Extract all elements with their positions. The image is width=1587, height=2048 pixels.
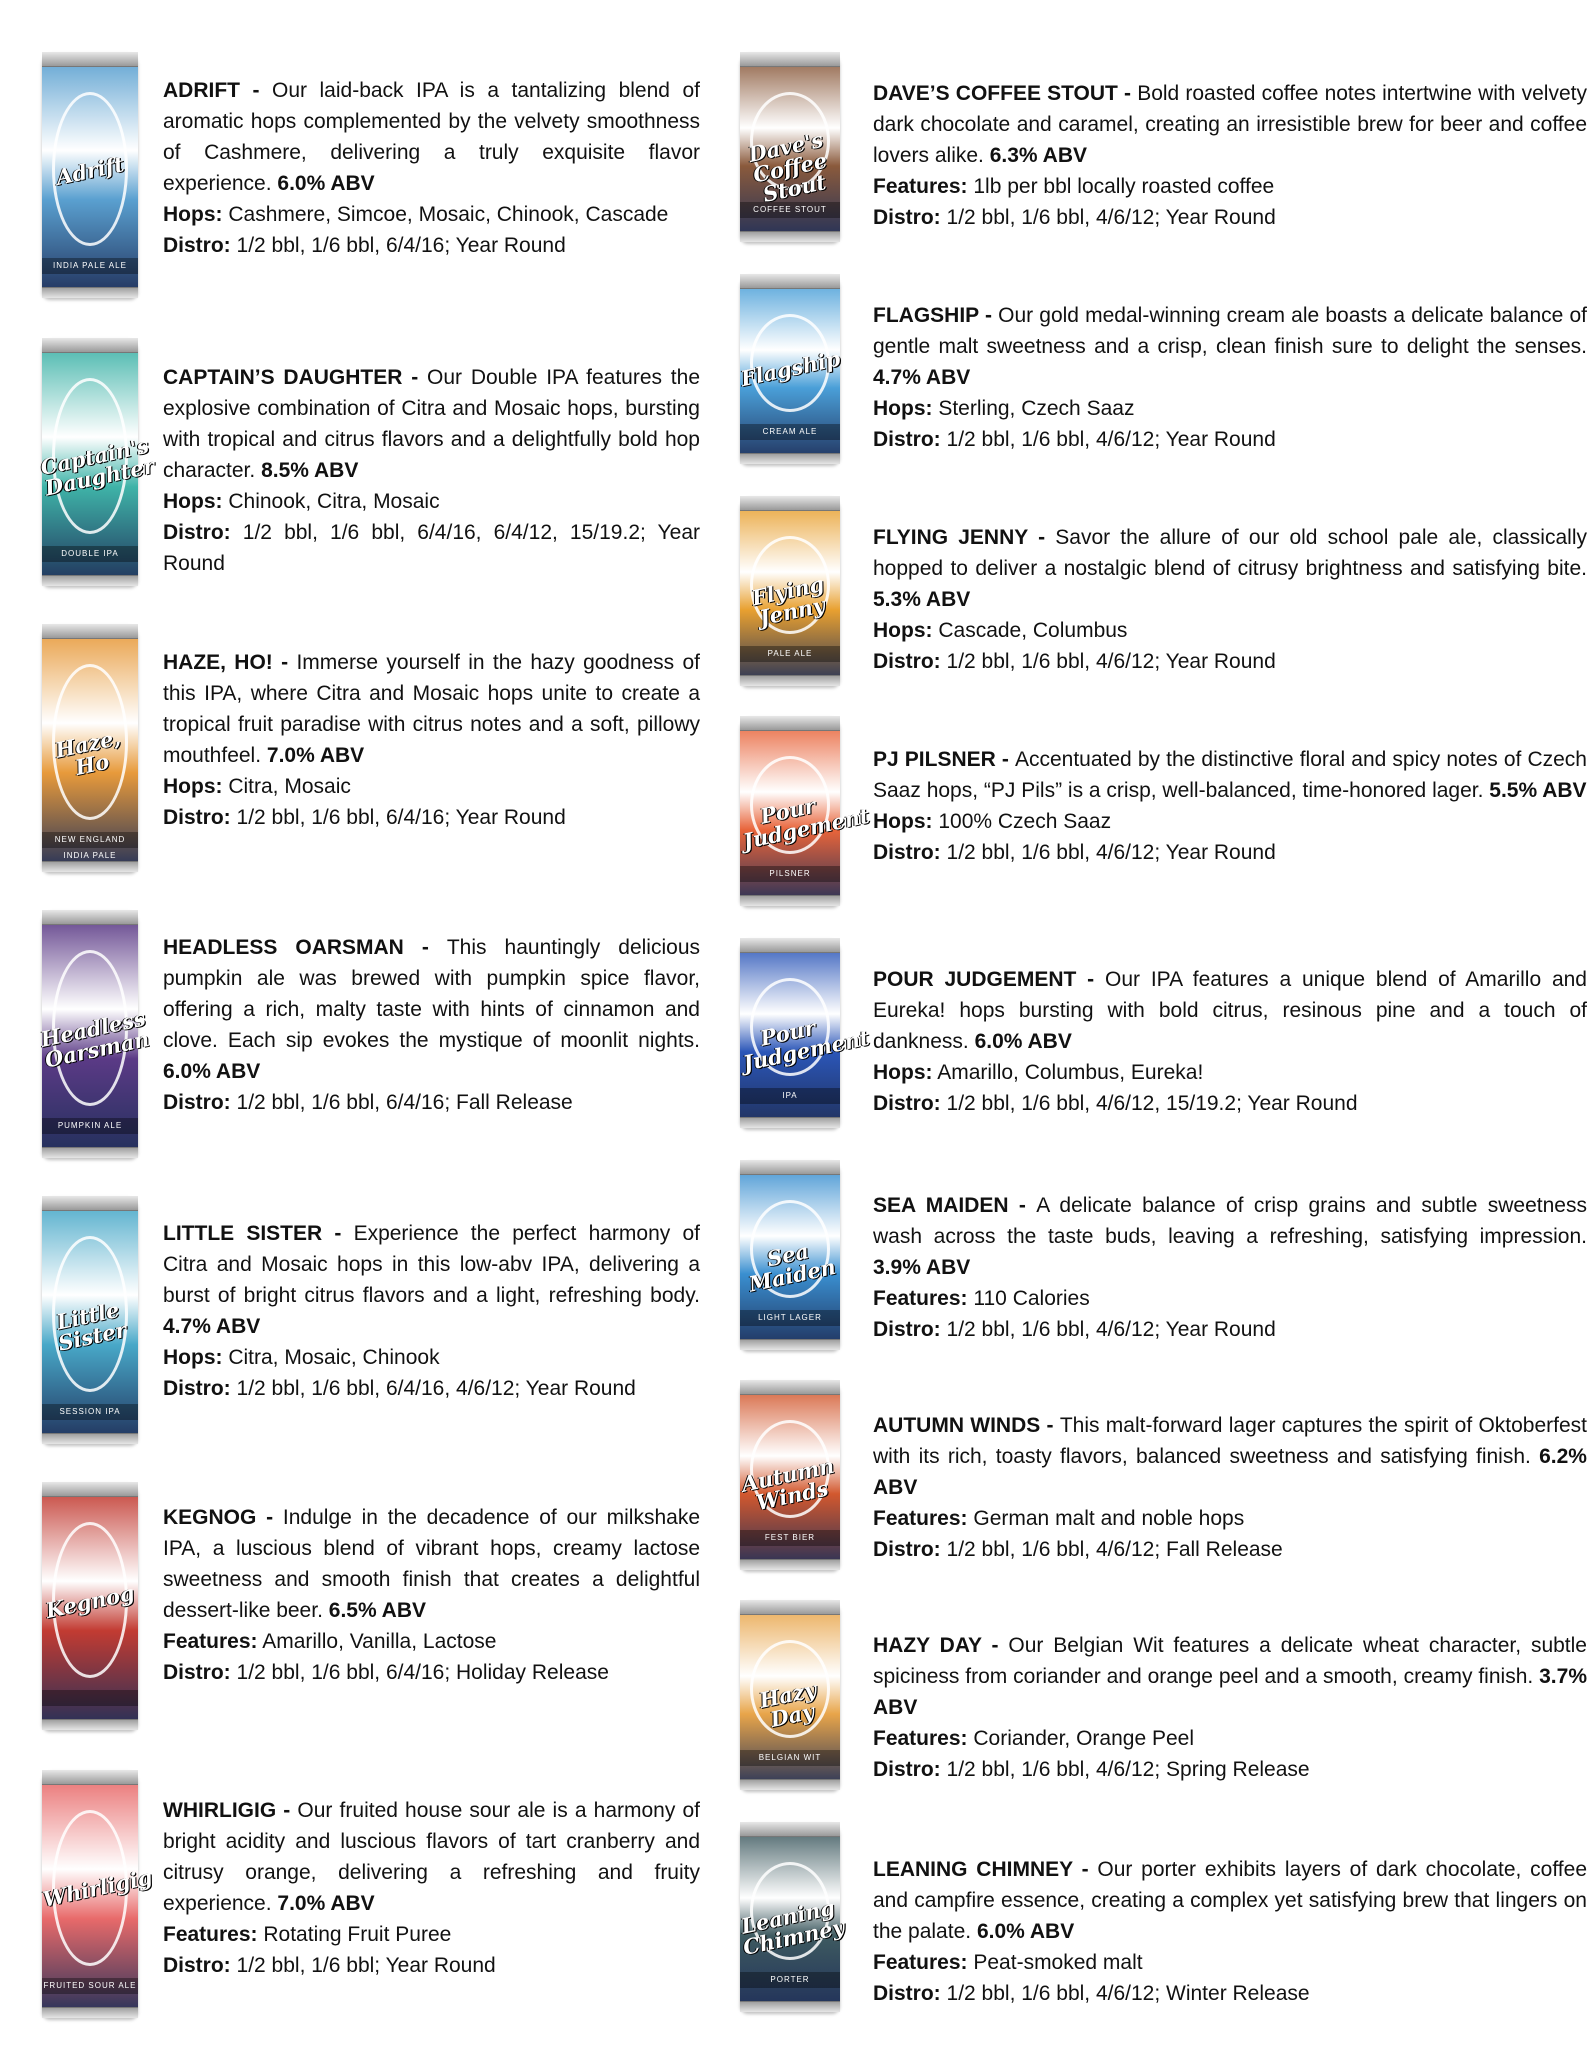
beer-detail-line: [873, 1503, 1587, 1534]
beer-name: SEA MAIDEN: [873, 1194, 1009, 1217]
detail-value: Rotating Fruit Puree: [263, 1923, 452, 1946]
name-separator: -: [1076, 968, 1105, 991]
detail-label: Features:: [873, 1507, 968, 1530]
name-separator: -: [995, 748, 1015, 771]
can-bottom-rim: [42, 1719, 138, 1730]
can-label-script: Whirligig: [40, 1864, 155, 1912]
detail-label: Features:: [163, 1630, 258, 1653]
can-top-rim: [740, 1380, 840, 1395]
distro-label: Distro:: [873, 1538, 941, 1561]
name-separator: -: [322, 1222, 354, 1245]
beer-abv: 6.0% ABV: [277, 172, 375, 195]
name-separator: -: [276, 1799, 298, 1822]
distro-label: Distro:: [873, 650, 941, 673]
beer-detail-line: [873, 1057, 1587, 1088]
can-style-band: BELGIAN WIT: [740, 1750, 840, 1766]
can-label-script: Autumn Winds: [739, 1452, 837, 1515]
can-style-band: IPA: [740, 1088, 840, 1104]
can-style-band: FEST BIER: [740, 1530, 840, 1546]
can-style-band: PUMPKIN ALE: [42, 1118, 138, 1134]
detail-value: Citra, Mosaic: [228, 775, 351, 798]
detail-label: Hops:: [163, 775, 223, 798]
distro-label: Distro:: [873, 1758, 941, 1781]
beer-detail-line: [873, 171, 1587, 202]
can-bottom-rim: [740, 895, 840, 906]
beer-description-text: Experience the perfect harmony of Citra and Mosaic hops in this low-abv IPA, delivering a burst of bright citrus flavors and a light, refreshing body.: [163, 1222, 700, 1307]
beer-detail-line: [163, 771, 700, 802]
beer-description: [873, 1630, 1587, 1723]
beer-can-image: [42, 624, 138, 872]
beer-can-image: [740, 1160, 840, 1350]
beer-description: [873, 300, 1587, 393]
beer-description: [163, 75, 700, 199]
detail-label: Hops:: [873, 397, 933, 420]
can-style-band: PORTER: [740, 1972, 840, 1988]
detail-value: Amarillo, Columbus, Eureka!: [937, 1061, 1204, 1084]
beer-description-text: Savor the allure of our old school pale ale, classically hopped to deliver a nostalgic blend of citrusy brightness and satisfying bite.: [873, 526, 1587, 580]
beer-description-text: This malt-forward lager captures the spirit of Oktoberfest with its rich, toasty flavors, balanced sweetness and satisfying finish.: [873, 1414, 1587, 1468]
detail-value: Cashmere, Simcoe, Mosaic, Chinook, Cascade: [228, 203, 669, 226]
beer-can-image: [38, 338, 157, 586]
beer-description: [873, 964, 1587, 1057]
can-top-rim: [740, 1160, 840, 1175]
name-separator: -: [1072, 1858, 1098, 1881]
distro-value: 1/2 bbl, 1/6 bbl, 6/4/16; Year Round: [236, 234, 566, 257]
can-top-rim: [42, 1196, 138, 1211]
beer-description-block: [163, 932, 700, 1118]
beer-distro-line: [873, 424, 1587, 455]
beer-description-text: Immerse yourself in the hazy goodness of this IPA, where Citra and Mosaic hops unite to create a tropical fruit paradise with citrus notes and a soft, pillowy mouthfeel.: [163, 651, 700, 767]
beer-name: HAZE, HO!: [163, 651, 273, 674]
beer-name: LEANING CHIMNEY: [873, 1858, 1073, 1881]
can-style-band: LIGHT LAGER: [740, 1310, 840, 1326]
beer-name: CAPTAIN’S DAUGHTER: [163, 366, 403, 389]
distro-label: Distro:: [873, 206, 941, 229]
beer-description: [873, 1190, 1587, 1283]
distro-value: 1/2 bbl, 1/6 bbl, 4/6/12; Year Round: [946, 428, 1276, 451]
beer-can-image: [40, 1770, 155, 2018]
beer-description: [163, 362, 700, 486]
can-style-band: COFFEE STOUT: [740, 202, 840, 218]
can-label-script: Pour Judgement: [740, 792, 872, 854]
detail-value: Citra, Mosaic, Chinook: [228, 1346, 440, 1369]
can-bottom-rim: [740, 1559, 840, 1570]
detail-label: Hops:: [163, 490, 223, 513]
can-label-script: Hazy Day: [757, 1676, 819, 1732]
beer-description: [873, 744, 1587, 806]
beer-description-block: [873, 1630, 1587, 1785]
beer-description: [163, 932, 700, 1087]
detail-value: Chinook, Citra, Mosaic: [228, 490, 440, 513]
beer-can-image: [740, 1380, 840, 1570]
beer-description: [163, 1218, 700, 1342]
beer-name: AUTUMN WINDS: [873, 1414, 1041, 1437]
beer-abv: 4.7% ABV: [873, 366, 971, 389]
distro-label: Distro:: [873, 1982, 941, 2005]
beer-description: [163, 1795, 700, 1919]
beer-distro-line: [163, 1373, 700, 1404]
can-label-script: Sea Maiden: [746, 1237, 838, 1297]
beer-name: KEGNOG: [163, 1506, 257, 1529]
beer-name: POUR JUDGEMENT: [873, 968, 1077, 991]
beer-description-block: [163, 1502, 700, 1688]
beer-description-block: [873, 522, 1587, 677]
can-bottom-rim: [740, 231, 840, 242]
distro-label: Distro:: [163, 1954, 231, 1977]
beer-description-block: [163, 1795, 700, 1981]
name-separator: -: [1040, 1414, 1060, 1437]
name-separator: -: [272, 651, 297, 674]
beer-abv: 7.0% ABV: [266, 744, 365, 767]
can-bottom-rim: [42, 1147, 138, 1158]
can-style-band: CREAM ALE: [740, 424, 840, 440]
beer-name: FLAGSHIP: [873, 304, 979, 327]
detail-label: Hops:: [873, 619, 933, 642]
can-style-band: NEW ENGLAND INDIA PALE: [42, 832, 138, 848]
can-top-rim: [740, 496, 840, 511]
beer-description-block: [163, 647, 700, 833]
distro-value: 1/2 bbl, 1/6 bbl, 6/4/16; Year Round: [236, 806, 566, 829]
distro-value: 1/2 bbl, 1/6 bbl, 4/6/12; Winter Release: [946, 1982, 1310, 2005]
beer-description-block: [163, 1218, 700, 1404]
beer-detail-line: [163, 1626, 700, 1657]
beer-distro-line: [163, 1657, 700, 1688]
beer-description-block: [873, 1190, 1587, 1345]
can-label-script: Leaning Chimney: [738, 1894, 847, 1960]
beer-name: PJ PILSNER: [873, 748, 996, 771]
beer-can-image: [740, 1600, 840, 1790]
beer-description-text: Our porter exhibits layers of dark chocolate, coffee and campfire essence, creating a complex yet satisfying brew that lingers on the palate.: [873, 1858, 1587, 1943]
distro-label: Distro:: [163, 1091, 231, 1114]
beer-abv: 3.9% ABV: [873, 1256, 971, 1279]
name-separator: -: [402, 366, 428, 389]
beer-abv: 4.7% ABV: [163, 1315, 261, 1338]
can-label-script: Captain's Daughter: [38, 432, 157, 501]
detail-value: German malt and noble hops: [973, 1507, 1245, 1530]
can-top-rim: [740, 938, 840, 953]
distro-label: Distro:: [163, 1377, 231, 1400]
distro-label: Distro:: [873, 428, 941, 451]
beer-can-image: [38, 910, 152, 1158]
can-style-band: INDIA PALE ALE: [42, 258, 138, 274]
beer-abv: 6.2% ABV: [873, 1445, 1587, 1499]
distro-value: 1/2 bbl, 1/6 bbl, 4/6/12, 15/19.2; Year Round: [946, 1092, 1358, 1115]
detail-label: Features:: [873, 1287, 968, 1310]
beer-name: HAZY DAY: [873, 1634, 982, 1657]
can-label-script: Flying Jenny: [749, 570, 828, 630]
distro-label: Distro:: [163, 806, 231, 829]
distro-label: Distro:: [873, 841, 941, 864]
name-separator: -: [981, 1634, 1009, 1657]
beer-distro-line: [873, 1978, 1587, 2009]
distro-label: Distro:: [873, 1318, 941, 1341]
can-top-rim: [42, 1770, 138, 1785]
beer-can-image: [740, 938, 872, 1128]
beer-distro-line: [873, 1314, 1587, 1345]
beer-distro-line: [163, 230, 700, 261]
name-separator: -: [240, 79, 272, 102]
beer-description-block: [873, 78, 1587, 233]
name-separator: -: [1008, 1194, 1037, 1217]
distro-value: 1/2 bbl, 1/6 bbl, 4/6/12; Year Round: [946, 841, 1276, 864]
can-top-rim: [42, 910, 138, 925]
distro-value: 1/2 bbl, 1/6 bbl, 4/6/12; Fall Release: [946, 1538, 1283, 1561]
detail-value: Coriander, Orange Peel: [973, 1727, 1195, 1750]
name-separator: -: [256, 1506, 283, 1529]
detail-value: Amarillo, Vanilla, Lactose: [262, 1630, 497, 1653]
can-label-script: Flagship: [738, 345, 843, 391]
beer-description: [873, 1854, 1587, 1947]
detail-label: Features:: [163, 1923, 258, 1946]
beer-description-text: Our IPA features a unique blend of Amarillo and Eureka! hops bursting with bold citrus, resinous pine and a touch of dankness.: [873, 968, 1587, 1053]
can-style-band: PALE ALE: [740, 646, 840, 662]
beer-distro-line: [163, 1087, 700, 1118]
beer-description-text: Our gold medal-winning cream ale boasts a delicate balance of gentle malt sweetness and a crisp, clean finish sure to delight the senses.: [873, 304, 1587, 358]
beer-name: ADRIFT: [163, 79, 240, 102]
name-separator: -: [978, 304, 999, 327]
distro-value: 1/2 bbl, 1/6 bbl, 4/6/12; Spring Release: [946, 1758, 1310, 1781]
beer-description-text: Our Double IPA features the explosive combination of Citra and Mosaic hops, bursting with tropical and citrus flavors and a delightfully bold hop character.: [163, 366, 700, 482]
beer-can-image: [42, 1482, 138, 1730]
beer-description-block: [163, 75, 700, 261]
beer-distro-line: [163, 517, 700, 579]
can-top-rim: [42, 1482, 138, 1497]
beer-description-text: Our laid-back IPA is a tantalizing blend of aromatic hops complemented by the velvety smoothness of Cashmere, delivering a truly exquisite flavor experience.: [163, 79, 700, 195]
distro-value: 1/2 bbl, 1/6 bbl, 6/4/16, 6/4/12, 15/19.2; Year Round: [163, 521, 700, 575]
beer-distro-line: [873, 837, 1587, 868]
can-style-band: [42, 1690, 138, 1706]
distro-value: 1/2 bbl, 1/6 bbl, 6/4/16, 4/6/12; Year Round: [236, 1377, 636, 1400]
beer-detail-line: [873, 1723, 1587, 1754]
beer-description: [873, 1410, 1587, 1503]
beer-can-image: [738, 1822, 847, 2012]
distro-value: 1/2 bbl, 1/6 bbl, 4/6/12; Year Round: [946, 650, 1276, 673]
detail-value: Sterling, Czech Saaz: [938, 397, 1135, 420]
beer-detail-line: [873, 806, 1587, 837]
beer-name: LITTLE SISTER: [163, 1222, 323, 1245]
distro-value: 1/2 bbl, 1/6 bbl, 6/4/16; Holiday Release: [236, 1661, 609, 1684]
beer-abv: 6.3% ABV: [989, 144, 1087, 167]
beer-detail-line: [873, 393, 1587, 424]
beer-description-text: Bold roasted coffee notes intertwine with velvety dark chocolate and caramel, creating an irresistible brew for beer and coffee lovers alike.: [873, 82, 1587, 167]
can-label-script: Little Sister: [54, 1297, 129, 1356]
can-bottom-rim: [42, 861, 138, 872]
beer-description-text: This hauntingly delicious pumpkin ale was brewed with pumpkin spice flavor, offering a rich, malty taste with hints of cinnamon and clove. Each sip evokes the mystique of moonlit nights.: [163, 936, 700, 1052]
distro-label: Distro:: [163, 1661, 231, 1684]
can-bottom-rim: [740, 1117, 840, 1128]
distro-label: Distro:: [163, 521, 231, 544]
beer-abv: 6.5% ABV: [328, 1599, 427, 1622]
beer-distro-line: [873, 1534, 1587, 1565]
beer-abv: 6.0% ABV: [976, 1920, 1075, 1943]
can-bottom-rim: [740, 453, 840, 464]
beer-description-block: [873, 964, 1587, 1119]
can-label-script: Dave's Coffee Stout: [746, 126, 830, 207]
can-top-rim: [42, 624, 138, 639]
beer-abv: 5.5% ABV: [1489, 779, 1587, 802]
beer-detail-line: [163, 1919, 700, 1950]
can-top-rim: [740, 52, 840, 67]
beer-description: [163, 1502, 700, 1626]
beer-description-block: [873, 744, 1587, 868]
can-top-rim: [740, 274, 840, 289]
beer-can-image: [740, 496, 840, 686]
beer-detail-line: [163, 1342, 700, 1373]
beer-description-block: [873, 1854, 1587, 2009]
can-bottom-rim: [42, 2007, 138, 2018]
detail-label: Hops:: [163, 1346, 223, 1369]
beer-abv: 8.5% ABV: [261, 459, 359, 482]
beer-abv: 5.3% ABV: [873, 588, 971, 611]
can-bottom-rim: [740, 1339, 840, 1350]
beer-distro-line: [873, 202, 1587, 233]
beer-abv: 6.0% ABV: [974, 1030, 1072, 1053]
can-top-rim: [740, 1600, 840, 1615]
can-style-band: FRUITED SOUR ALE: [42, 1978, 138, 1994]
detail-label: Features:: [873, 175, 968, 198]
beer-abv: 7.0% ABV: [277, 1892, 375, 1915]
detail-label: Hops:: [873, 1061, 933, 1084]
beer-description-text: Our Belgian Wit features a delicate wheat character, subtle spiciness from coriander and orange peel and a smooth, creamy finish.: [873, 1634, 1587, 1688]
beer-detail-line: [873, 1283, 1587, 1314]
beer-name: WHIRLIGIG: [163, 1799, 277, 1822]
distro-value: 1/2 bbl, 1/6 bbl, 4/6/12; Year Round: [946, 1318, 1276, 1341]
beer-description-text: Our fruited house sour ale is a harmony of bright acidity and luscious flavors of tart cranberry and citrusy orange, delivering a refreshing and fruity experience.: [163, 1799, 700, 1915]
distro-label: Distro:: [873, 1092, 941, 1115]
beer-distro-line: [873, 1754, 1587, 1785]
beer-description-text: Accentuated by the distinctive floral and spicy notes of Czech Saaz hops, “PJ Pils” is a crisp, well-balanced, time-honored lager.: [873, 748, 1587, 802]
beer-detail-line: [163, 486, 700, 517]
beer-name: DAVE’S COFFEE STOUT: [873, 82, 1118, 105]
detail-label: Features:: [873, 1727, 968, 1750]
beer-description-block: [873, 1410, 1587, 1565]
can-bottom-rim: [740, 675, 840, 686]
beer-distro-line: [873, 1088, 1587, 1119]
beer-name: FLYING JENNY: [873, 526, 1028, 549]
beer-description: [873, 522, 1587, 615]
beer-description-block: [873, 300, 1587, 455]
distro-value: 1/2 bbl, 1/6 bbl, 6/4/16; Fall Release: [236, 1091, 573, 1114]
beer-abv: 3.7% ABV: [873, 1665, 1587, 1719]
can-bottom-rim: [42, 1433, 138, 1444]
distro-value: 1/2 bbl, 1/6 bbl; Year Round: [236, 1954, 496, 1977]
can-top-rim: [42, 338, 138, 353]
can-label-script: Adrift: [53, 151, 127, 191]
detail-value: Peat-smoked malt: [973, 1951, 1143, 1974]
can-label-script: Pour Judgement: [740, 1014, 872, 1076]
can-top-rim: [42, 52, 138, 67]
can-bottom-rim: [740, 1779, 840, 1790]
beer-can-image: [740, 52, 840, 242]
detail-value: 100% Czech Saaz: [938, 810, 1112, 833]
can-label-script: Haze, Ho: [52, 724, 123, 781]
beer-description-text: A delicate balance of crisp grains and subtle sweetness wash across the taste buds, leaving a refreshing, satisfying impression.: [873, 1194, 1587, 1248]
beer-can-image: [42, 1196, 138, 1444]
beer-name: HEADLESS OARSMAN: [163, 936, 404, 959]
beer-distro-line: [873, 646, 1587, 677]
beer-detail-line: [163, 199, 700, 230]
name-separator: -: [403, 936, 447, 959]
can-style-band: PILSNER: [740, 866, 840, 882]
detail-value: 1lb per bbl locally roasted coffee: [973, 175, 1275, 198]
beer-can-image: [42, 52, 138, 298]
beer-distro-line: [163, 1950, 700, 1981]
can-label-script: Headless Oarsman: [38, 1005, 152, 1073]
beer-description: [163, 647, 700, 771]
distro-value: 1/2 bbl, 1/6 bbl, 4/6/12; Year Round: [946, 206, 1276, 229]
beer-detail-line: [873, 1947, 1587, 1978]
can-top-rim: [740, 1822, 840, 1837]
name-separator: -: [1117, 82, 1138, 105]
beer-description-block: [163, 362, 700, 579]
can-top-rim: [740, 716, 840, 731]
can-label-script: Kegnog: [43, 1580, 137, 1624]
detail-label: Features:: [873, 1951, 968, 1974]
detail-value: Cascade, Columbus: [938, 619, 1128, 642]
can-bottom-rim: [42, 287, 138, 298]
detail-label: Hops:: [163, 203, 223, 226]
beer-description-text: Indulge in the decadence of our milkshake IPA, a luscious blend of vibrant hops, creamy lactose sweetness and smooth finish that creates a delightful dessert-like beer.: [163, 1506, 700, 1622]
beer-description: [873, 78, 1587, 171]
beer-abv: 6.0% ABV: [163, 1060, 261, 1083]
beer-detail-line: [873, 615, 1587, 646]
can-style-band: SESSION IPA: [42, 1404, 138, 1420]
beer-can-image: [740, 716, 872, 906]
beer-can-image: [738, 274, 843, 464]
can-style-band: DOUBLE IPA: [42, 546, 138, 562]
can-bottom-rim: [740, 2001, 840, 2012]
beer-distro-line: [163, 802, 700, 833]
distro-label: Distro:: [163, 234, 231, 257]
can-bottom-rim: [42, 575, 138, 586]
detail-value: 110 Calories: [973, 1287, 1090, 1310]
detail-label: Hops:: [873, 810, 933, 833]
name-separator: -: [1027, 526, 1056, 549]
